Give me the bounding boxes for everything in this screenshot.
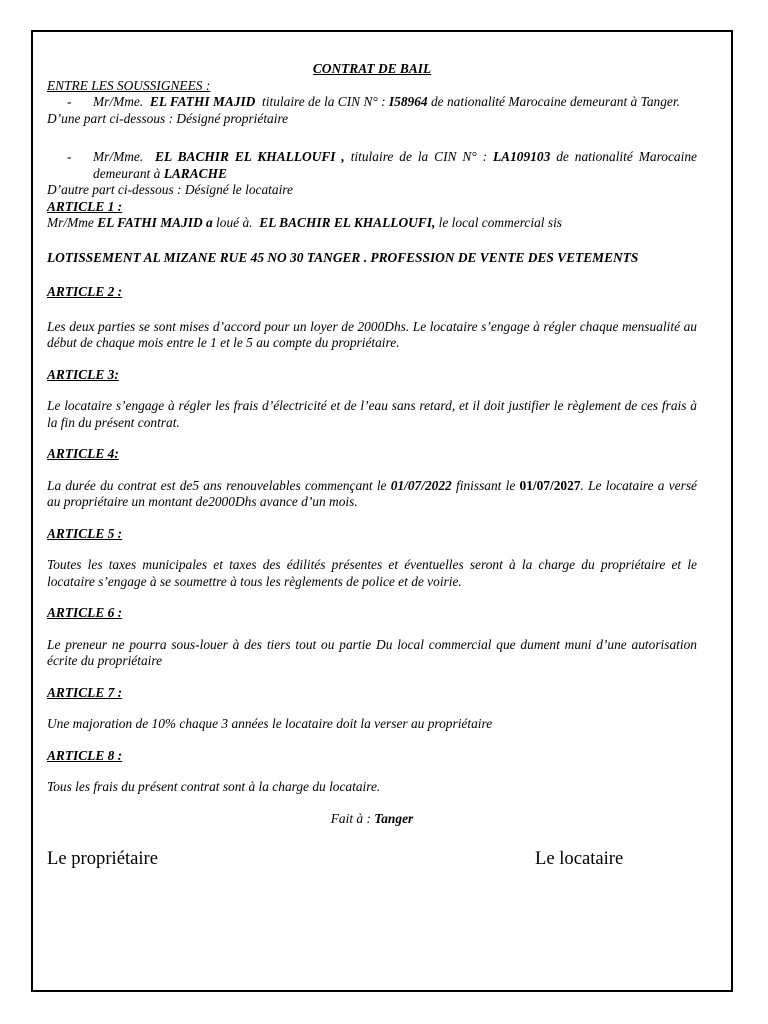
article-8-text: Tous les frais du présent contrat sont à la charge du locataire. (47, 779, 381, 794)
article-1-owner: EL FATHI MAJID a (97, 215, 213, 230)
tenant-city: LARACHE (163, 165, 227, 181)
tenant-details: de nationalité Marocaine demeurant à (93, 149, 697, 181)
between-heading: ENTRE LES SOUSSIGNEES : (47, 77, 211, 93)
start-date: 01/07/2022 (390, 477, 452, 493)
premises-address: LOTISSEMENT AL MIZANE RUE 45 NO 30 TANGER . PROFESSION DE VENTE DES VETEMENTS (47, 249, 639, 265)
tenant-cin: LA109103 (493, 149, 551, 164)
article-1-address (47, 250, 697, 267)
contract-body (47, 61, 697, 827)
article-2-text: Les deux parties se sont mises d’accord pour un loyer de 2000Dhs. Le locataire s’engage à régler chaque mensualité au début de chaque mois entre le 1 et le 5 au compte du propriétaire. (47, 318, 697, 350)
article-1-suffix: le local commercial sis (438, 215, 562, 230)
article-1-heading: ARTICLE 1 : (47, 198, 123, 214)
party-tenant (47, 149, 697, 182)
article-3-heading: ARTICLE 3: (47, 366, 119, 382)
article-5-heading: ARTICLE 5 : (47, 525, 123, 541)
article-4-text (47, 478, 697, 511)
tenant-role: D’autre part ci-dessous : Désigné le locataire (47, 182, 293, 197)
owner-name: EL FATHI MAJID (149, 94, 256, 109)
article-4-part-a: La durée du contrat est de5 ans renouvelables commençant le (47, 477, 387, 493)
article-7-text: Une majoration de 10% chaque 3 années le locataire doit la verser au propriétaire (47, 716, 493, 731)
article-8-heading: ARTICLE 8 : (47, 747, 123, 763)
list-dash: - (67, 149, 72, 164)
place-label: Fait à : (330, 810, 371, 826)
article-7-heading: ARTICLE 7 : (47, 684, 123, 700)
article-4-part-c: . Le locataire a versé au propriétaire un montant de2000Dhs avance d’un mois. (47, 477, 697, 509)
owner-cin-label: titulaire de la CIN N° : (262, 94, 386, 109)
contract-title: CONTRAT DE BAIL (312, 61, 432, 76)
tenant-signature-label: Le locataire (535, 848, 624, 869)
owner-civility: Mr/Mme. (93, 94, 144, 109)
signing-place (47, 811, 697, 828)
article-1-prefix: Mr/Mme (47, 215, 94, 230)
article-1-text (47, 215, 697, 232)
owner-cin: I58964 (388, 94, 428, 109)
article-1-verb: loué à. (216, 215, 253, 230)
owner-details: de nationalité Marocaine demeurant à Tanger. (430, 94, 680, 109)
tenant-cin-label: titulaire de la CIN N° : (350, 149, 488, 164)
tenant-name: EL BACHIR EL KHALLOUFI , (155, 149, 345, 164)
article-4-heading: ARTICLE 4: (47, 446, 119, 461)
place-city: Tanger (374, 810, 414, 826)
article-2-heading: ARTICLE 2 : (47, 284, 123, 299)
owner-signature-label: Le propriétaire (47, 848, 158, 869)
article-4-part-b: finissant le (456, 477, 516, 493)
article-3-text: Le locataire s’engage à régler les frais d’électricité et de l’eau sans retard, et il doit justifier le règlement de ces frais à la fin du présent contrat. (47, 398, 697, 430)
article-6-text: Le preneur ne pourra sous-louer à des tiers tout ou partie Du local commercial que dument muni d’une autorisation écrite du propriétaire (47, 636, 697, 668)
party-owner (47, 94, 697, 111)
article-5-text: Toutes les taxes municipales et taxes des édilités présentes et éventuelles seront à la charge du propriétaire et le locataire s’engage à se soumettre à tous les règlements de police et de voirie. (47, 557, 697, 589)
list-dash: - (67, 94, 72, 109)
article-1-tenant: EL BACHIR EL KHALLOUFI, (259, 215, 436, 230)
article-6-heading: ARTICLE 6 : (47, 605, 123, 620)
owner-role: D’une part ci-dessous : Désigné propriétaire (47, 110, 289, 126)
end-date: 01/07/2027 (519, 477, 581, 493)
tenant-civility: Mr/Mme. (93, 149, 144, 164)
